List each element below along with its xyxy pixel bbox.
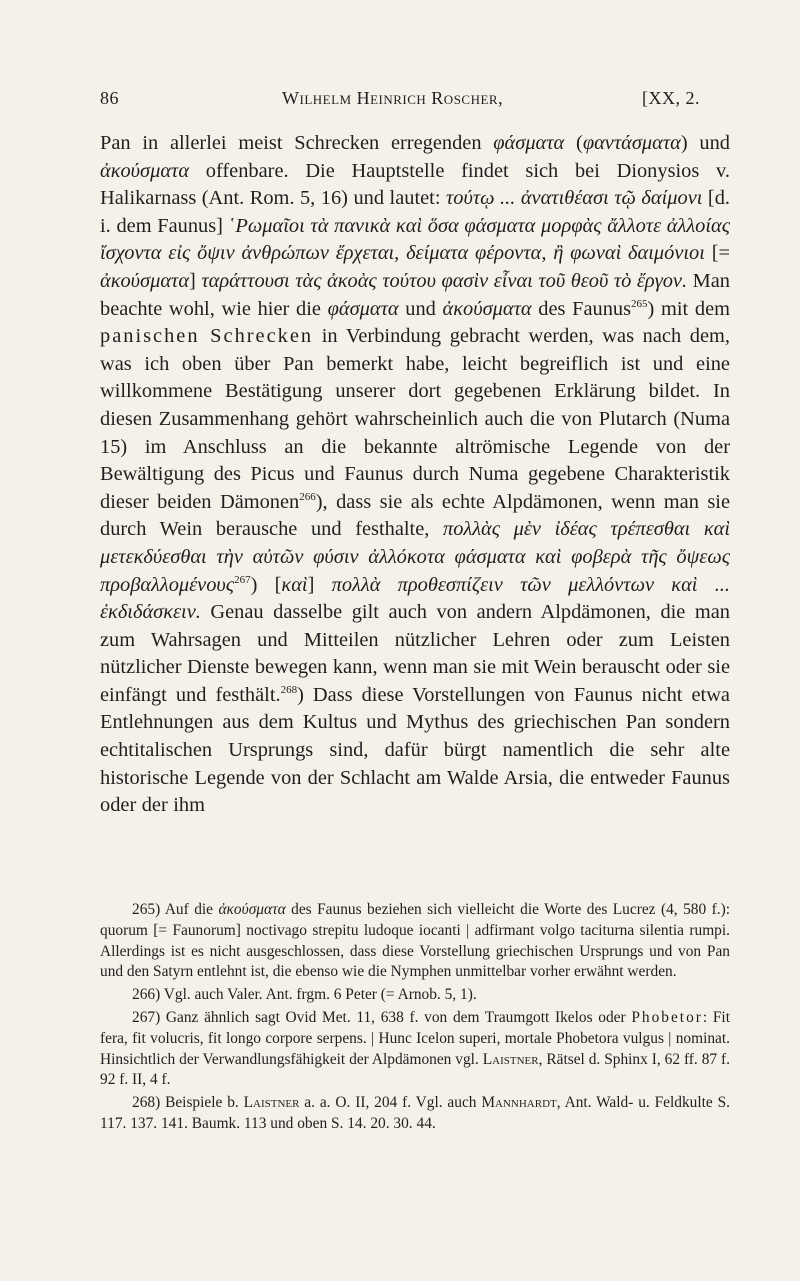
greek-quote: πολλὰς μὲν ἰδέας τρέπεσθαι καὶ μετεκδύεσθαι τὴν αὐτῶν φύσιν ἀλλόκοτα φάσματα καὶ φοβερὰ τῆς ὄψεως προβαλλομένους	[100, 518, 730, 596]
greek-term: ἀκούσματα	[100, 269, 190, 292]
text-run: a. a. O. II, 204 f. Vgl. auch	[299, 1094, 482, 1112]
greek-term: φαντάσματα	[582, 132, 681, 154]
text-run: ) Dass diese Vorstellungen von Faunus nicht etwa Entlehnungen aus dem Kultus und Mythus des griechischen Pan sondern echtitalischen Ursprungs sind, dafür bürgt namentlich die sehr alte historische Legende von der Schlacht am Walde Arsia, die entweder Faunus oder der ihm	[100, 683, 730, 817]
page-number: 86	[100, 88, 119, 108]
text-run: 265) Auf die	[132, 901, 219, 918]
greek-term: ἀκούσματα	[100, 159, 190, 182]
greek-term: φάσματα	[327, 297, 399, 320]
text-run: ), dass sie als echte Alpdämonen, wenn man sie durch Wein berausche und festhalte,	[100, 490, 730, 541]
author-name: Laistner	[482, 1050, 539, 1068]
footnote-ref: 266	[299, 490, 316, 503]
greek-quote: ῾Ρωμαῖοι τὰ πανικὰ καὶ ὅσα φάσματα μορφὰς ἄλλοτε ἀλλοίας ἴσχοντα εἰς ὄψιν ἀνθρώπων ἔρχεται, δείματα φέροντα, ἢ φωναὶ δαιμόνιοι	[100, 214, 730, 265]
footnote-ref: 268	[280, 684, 298, 697]
text-run: , Ant. Wald- u. Feldkulte S. 117. 137. 141. Baumk. 113 und oben S. 14. 20. 30. 44.	[100, 1094, 730, 1132]
text-run: und	[398, 297, 443, 320]
text-run: ) [	[250, 573, 282, 596]
greek-term: καὶ	[281, 573, 308, 596]
text-run: 266) Vgl. auch Valer. Ant. frgm. 6 Peter (= Arnob. 5, 1).	[132, 986, 477, 1004]
greek-term: ἀκούσματα	[442, 297, 532, 320]
text-run: ) mit dem	[647, 297, 730, 320]
text-run: ]	[307, 573, 332, 596]
text-run: des Faunus	[531, 297, 632, 320]
text-run: [=	[704, 242, 730, 265]
spaced-emphasis: Phobetor	[631, 1008, 703, 1026]
greek-quote: ταράττουσι τὰς ἀκοὰς τούτου φασὶν εἶναι τοῦ θεοῦ τὸ ἔργον.	[201, 269, 688, 292]
text-run: : Fit fera, fit volucris, fit longo corpore serpens. | Hunc Icelon superi, mortale Phobetora vulgus | nominat. Hinsichtlich der Verwandlungsfähigkeit der Alpdämonen vgl.	[100, 1008, 730, 1068]
text-run: [d. i. dem Faunus]	[100, 187, 731, 237]
section-reference: [XX, 2.	[642, 88, 700, 108]
body-paragraph	[100, 130, 730, 820]
text-run: Genau dasselbe gilt auch von andern Alpdämonen, die man zum Wahrsagen und Mitteilen nützlicher Lehren oder zum Leisten nützlicher Dienste bewegen kann, wenn man sie mit Wein berauscht oder sie einfängt und festhält.	[100, 601, 730, 706]
footnote-265	[100, 900, 730, 983]
running-title: Wilhelm Heinrich Roscher,	[282, 88, 504, 108]
author-name: Mannhardt	[481, 1094, 557, 1112]
text-run: ) und	[680, 132, 730, 154]
greek-quote: πολλὰ προθεσπίζειν τῶν μελλόντων καὶ ... ἐκδιδάσκειν.	[100, 573, 731, 624]
text-run: offenbare. Die Hauptstelle findet sich bei Dionysios v. Halikarnass (Ant. Rom. 5, 16) und lautet:	[100, 159, 730, 210]
text-run: 267) Ganz ähnlich sagt Ovid Met. 11, 638 f. von dem Traumgott Ikelos oder	[132, 1008, 632, 1026]
footnote-266	[100, 985, 730, 1006]
footnote-ref: 265	[631, 297, 648, 310]
text-run: Man beachte wohl, wie hier die	[100, 269, 730, 320]
text-run: ]	[189, 269, 202, 292]
greek-quote: τούτῳ ... ἀνατιθέασι τῷ δαίμονι	[446, 187, 703, 210]
text-run: (	[564, 132, 583, 154]
footnotes	[100, 900, 730, 1137]
footnote-267	[100, 1008, 730, 1091]
text-run: , Rätsel d. Sphinx I, 62 ff. 87 f. 92 f. II, 4 f.	[100, 1050, 730, 1089]
text-run: 268) Beispiele b.	[132, 1094, 244, 1112]
author-name: Laistner	[243, 1094, 300, 1112]
footnote-ref: 267	[234, 573, 251, 586]
text-run: des Faunus beziehen sich vielleicht die Worte des Lucrez (4, 580 f.): quorum [= Faunorum] noctivago strepitu ludoque iocanti | adfirmant volgo taciturna silentia rumpi. Allerdings ist es nicht ausgeschlossen, dass diese Vorstellung griechischen Ursprungs und von Pan und den Satyrn entlehnt ist, die ebenso wie die Nymphen unmittelbar vorher erwähnt werden.	[100, 901, 730, 981]
text-run: in Verbindung gebracht werden, was nach dem, was ich oben über Pan bemerkt habe, leicht begreiflich ist und eine willkommene Bestätigung unserer dort gegebenen Erklärung bildet. In diesen Zusammenhang gehört wahrscheinlich auch die von Plutarch (Numa 15) im Anschluss an die bekannte altrömische Legende von der Bewältigung des Picus und Faunus durch Numa gegebene Charakteristik dieser beiden Dämonen	[100, 325, 730, 513]
text-run: Pan in allerlei meist Schrecken erregenden	[100, 132, 494, 154]
footnote-268	[100, 1093, 730, 1135]
spaced-emphasis: panischen Schrecken	[100, 325, 314, 348]
greek-term: ἀκούσματα	[218, 901, 286, 918]
greek-term: φάσματα	[493, 132, 565, 154]
main-text	[100, 130, 730, 820]
